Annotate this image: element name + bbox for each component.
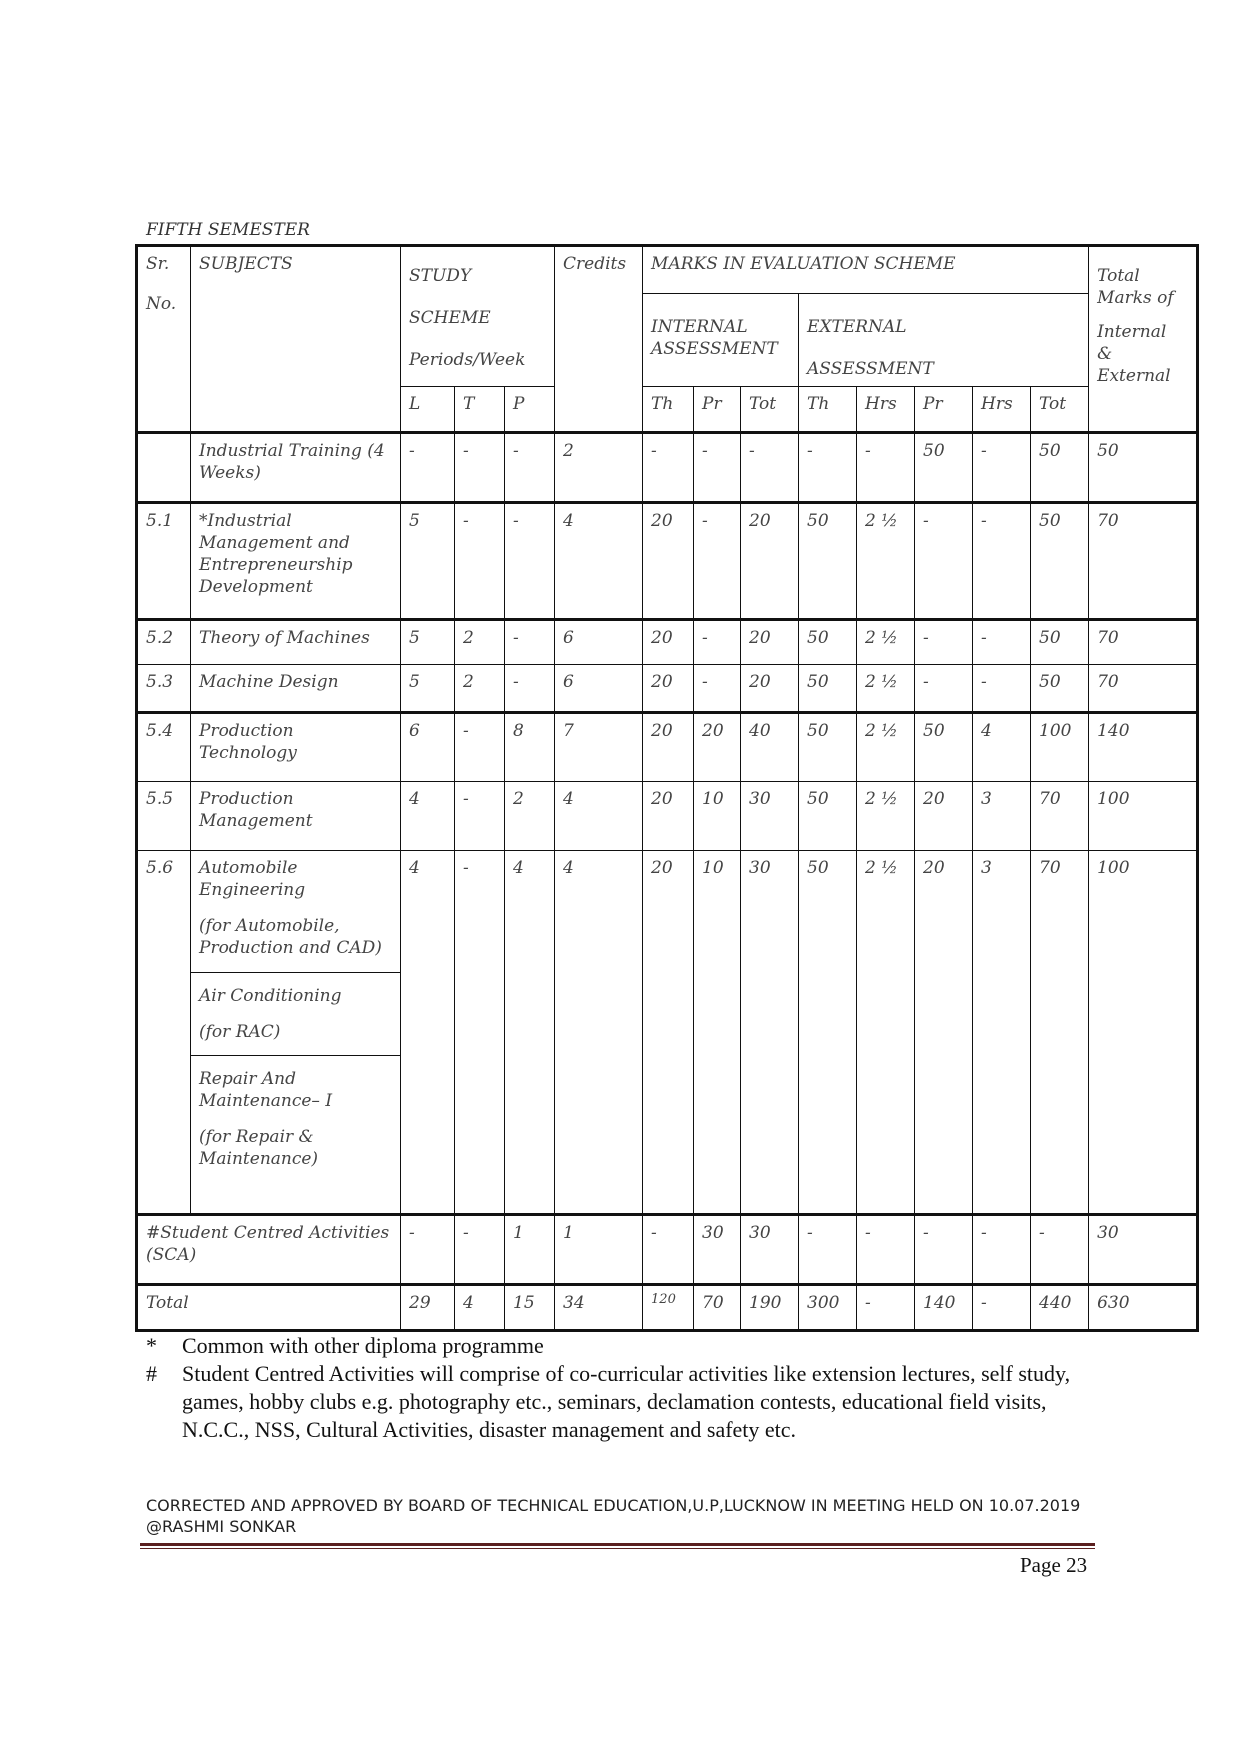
value-cell: 5 (401, 503, 455, 620)
value-cell: - (455, 1215, 505, 1285)
value-cell: 4 (555, 851, 643, 1215)
value-cell: - (1031, 1215, 1089, 1285)
internal-assessment-header: INTERNAL ASSESSMENT (643, 294, 799, 387)
table-row (137, 433, 1198, 503)
value-cell: - (643, 433, 694, 503)
value-cell: - (973, 1285, 1031, 1331)
sca-subject-cell: #Student Centred Activities (SCA) (137, 1215, 401, 1285)
subject-cell: Machine Design (191, 665, 401, 713)
table-row (137, 503, 1198, 620)
value-cell: 50 (1031, 503, 1089, 620)
value-cell: 30 (1089, 1215, 1198, 1285)
value-cell: 300 (799, 1285, 857, 1331)
total-label: Total (137, 1285, 401, 1331)
subjects-header: SUBJECTS (191, 246, 401, 433)
sr-cell: 5.6 (137, 851, 191, 1215)
value-cell: 20 (694, 713, 741, 782)
value-cell: - (505, 620, 555, 665)
value-cell: - (973, 1215, 1031, 1285)
subject-cell: *Industrial Management and Entrepreneurship Development (191, 503, 401, 620)
option-air-conditioning-note: (for RAC) (199, 1021, 281, 1042)
option-divider (191, 1055, 400, 1170)
sr-cell: 5.2 (137, 620, 191, 665)
col-ext-th: Th (799, 387, 857, 433)
value-cell: 50 (1089, 433, 1198, 503)
col-ext-hrs: Hrs (857, 387, 915, 433)
option-repair: Repair And Maintenance– I (199, 1068, 333, 1111)
footnote-text: Student Centred Activities will comprise of co-curricular activities like extension lectures, self study, games, hobby clubs e.g. photography etc., seminars, declamation contests, educational field visits, N.C.C., NSS, Cultural Activities, disaster management and safety etc. (182, 1361, 1071, 1442)
value-cell: 50 (799, 713, 857, 782)
approval-footer: CORRECTED AND APPROVED BY BOARD OF TECHNICAL EDUCATION,U.P,LUCKNOW IN MEETING HELD ON 10.07.2019 @RASHMI SONKAR (146, 1496, 1081, 1536)
sr-cell: 5.5 (137, 782, 191, 851)
value-cell: 7 (555, 713, 643, 782)
col-int-th: Th (643, 387, 694, 433)
value-cell: 630 (1089, 1285, 1198, 1331)
subject-options-cell (191, 851, 401, 1215)
option-automobile-note: (for Automobile, Production and CAD) (199, 916, 382, 959)
table-row (137, 1215, 1198, 1285)
value-cell: 70 (1031, 782, 1089, 851)
footnote (146, 1332, 1096, 1360)
option-automobile: Automobile Engineering (199, 858, 306, 901)
footer-rule-thin (140, 1548, 1095, 1549)
value-cell: 2 ½ (857, 665, 915, 713)
total-row (137, 1285, 1198, 1331)
value-cell: - (857, 1215, 915, 1285)
value-cell: - (857, 1285, 915, 1331)
value-cell: 10 (694, 782, 741, 851)
value-cell: - (694, 620, 741, 665)
external-assessment-header: EXTERNAL ASSESSMENT (799, 294, 1089, 387)
value-cell: 20 (643, 851, 694, 1215)
sr-cell: 5.4 (137, 713, 191, 782)
value-cell: 50 (915, 713, 973, 782)
col-p: P (505, 387, 555, 433)
table-row (137, 665, 1198, 713)
footnote-text: Common with other diploma programme (182, 1333, 544, 1358)
value-cell: 440 (1031, 1285, 1089, 1331)
value-cell: 10 (694, 851, 741, 1215)
value-cell: 34 (555, 1285, 643, 1331)
value-cell: 6 (555, 620, 643, 665)
option-air-conditioning: Air Conditioning (199, 985, 342, 1006)
value-cell: 4 (401, 851, 455, 1215)
value-cell: 70 (1089, 665, 1198, 713)
value-cell: 50 (799, 851, 857, 1215)
value-cell: 140 (1089, 713, 1198, 782)
sr-cell: 5.3 (137, 665, 191, 713)
value-cell: 2 ½ (857, 620, 915, 665)
value-cell: 4 (455, 1285, 505, 1331)
value-cell: - (973, 620, 1031, 665)
value-cell: - (455, 851, 505, 1215)
table-row (137, 713, 1198, 782)
page-number: Page 23 (1020, 1553, 1088, 1577)
value-cell: 4 (555, 782, 643, 851)
footnote-mark: * (146, 1333, 157, 1358)
subject-cell: Theory of Machines (191, 620, 401, 665)
evaluation-scheme-table (135, 244, 1199, 1332)
value-cell: - (505, 503, 555, 620)
value-cell: - (505, 433, 555, 503)
value-cell: 140 (915, 1285, 973, 1331)
value-cell: 20 (741, 620, 799, 665)
table-row (137, 620, 1198, 665)
value-cell: 70 (694, 1285, 741, 1331)
table-row (137, 851, 1198, 1215)
value-cell: - (401, 433, 455, 503)
col-ext-pr: Pr (915, 387, 973, 433)
value-cell: 2 ½ (857, 713, 915, 782)
value-cell: 50 (1031, 665, 1089, 713)
value-cell: 30 (741, 1215, 799, 1285)
value-cell: 20 (915, 851, 973, 1215)
value-cell: - (915, 503, 973, 620)
value-cell: 2 (555, 433, 643, 503)
sr-no-header: Sr. No. (137, 246, 191, 433)
value-cell: 5 (401, 620, 455, 665)
credits-header: Credits (555, 246, 643, 433)
value-cell: 6 (401, 713, 455, 782)
value-cell: 70 (1031, 851, 1089, 1215)
value-cell: 100 (1031, 713, 1089, 782)
value-cell: 70 (1089, 503, 1198, 620)
sr-cell (137, 433, 191, 503)
value-cell: 20 (643, 665, 694, 713)
value-cell: 100 (1089, 782, 1198, 851)
value-cell: 20 (741, 503, 799, 620)
study-scheme-header: STUDY SCHEME Periods/Week (401, 246, 555, 387)
value-cell: 6 (555, 665, 643, 713)
value-cell: - (799, 433, 857, 503)
value-cell: 20 (915, 782, 973, 851)
col-ext-pr-hrs: Hrs (973, 387, 1031, 433)
value-cell: - (799, 1215, 857, 1285)
value-cell: 2 ½ (857, 503, 915, 620)
value-cell: 5 (401, 665, 455, 713)
value-cell: - (973, 665, 1031, 713)
value-cell: - (455, 713, 505, 782)
value-cell: 30 (741, 851, 799, 1215)
value-cell: 3 (973, 851, 1031, 1215)
header-row-1 (137, 246, 1198, 294)
value-cell: - (915, 1215, 973, 1285)
col-l: L (401, 387, 455, 433)
sr-cell: 5.1 (137, 503, 191, 620)
value-cell: 4 (505, 851, 555, 1215)
value-cell: 20 (643, 620, 694, 665)
value-cell: 30 (741, 782, 799, 851)
value-cell: 2 ½ (857, 782, 915, 851)
footer-rule (140, 1543, 1095, 1546)
value-cell: 2 ½ (857, 851, 915, 1215)
value-cell: 120 (643, 1285, 694, 1331)
value-cell: 3 (973, 782, 1031, 851)
marks-scheme-header: MARKS IN EVALUATION SCHEME (643, 246, 1089, 294)
value-cell: - (857, 433, 915, 503)
col-int-tot: Tot (741, 387, 799, 433)
value-cell: - (643, 1215, 694, 1285)
value-cell: 50 (799, 620, 857, 665)
table-row (137, 782, 1198, 851)
value-cell: 2 (455, 665, 505, 713)
value-cell: 20 (741, 665, 799, 713)
value-cell: 2 (505, 782, 555, 851)
value-cell: 40 (741, 713, 799, 782)
value-cell: 2 (455, 620, 505, 665)
value-cell: 50 (799, 503, 857, 620)
value-cell: 1 (555, 1215, 643, 1285)
value-cell: - (915, 665, 973, 713)
value-cell: 4 (973, 713, 1031, 782)
total-marks-header: Total Marks of Internal & External (1089, 246, 1198, 433)
col-int-pr: Pr (694, 387, 741, 433)
value-cell: - (505, 665, 555, 713)
value-cell: 70 (1089, 620, 1198, 665)
value-cell: - (694, 433, 741, 503)
value-cell: 4 (401, 782, 455, 851)
footnote (146, 1360, 1096, 1444)
value-cell: 30 (694, 1215, 741, 1285)
value-cell: 8 (505, 713, 555, 782)
option-divider (191, 972, 400, 1043)
value-cell: - (741, 433, 799, 503)
value-cell: - (455, 782, 505, 851)
value-cell: 29 (401, 1285, 455, 1331)
value-cell: 190 (741, 1285, 799, 1331)
col-ext-tot: Tot (1031, 387, 1089, 433)
value-cell: 50 (1031, 620, 1089, 665)
value-cell: - (455, 503, 505, 620)
semester-title: FIFTH SEMESTER (146, 220, 310, 240)
footnote-mark: # (146, 1361, 157, 1386)
option-repair-note: (for Repair & Maintenance) (199, 1126, 319, 1170)
value-cell: 15 (505, 1285, 555, 1331)
value-cell: - (401, 1215, 455, 1285)
value-cell: - (915, 620, 973, 665)
value-cell: 20 (643, 782, 694, 851)
value-cell: - (694, 503, 741, 620)
value-cell: 50 (799, 665, 857, 713)
value-cell: 100 (1089, 851, 1198, 1215)
value-cell: - (694, 665, 741, 713)
value-cell: - (973, 503, 1031, 620)
value-cell: 4 (555, 503, 643, 620)
value-cell: 50 (1031, 433, 1089, 503)
value-cell: 50 (915, 433, 973, 503)
value-cell: 20 (643, 713, 694, 782)
subject-cell: Production Technology (191, 713, 401, 782)
subject-cell: Industrial Training (4 Weeks) (191, 433, 401, 503)
value-cell: - (973, 433, 1031, 503)
value-cell: 50 (799, 782, 857, 851)
footnotes (146, 1332, 1096, 1444)
value-cell: - (455, 433, 505, 503)
value-cell: 20 (643, 503, 694, 620)
value-cell: 1 (505, 1215, 555, 1285)
col-t: T (455, 387, 505, 433)
subject-cell: Production Management (191, 782, 401, 851)
